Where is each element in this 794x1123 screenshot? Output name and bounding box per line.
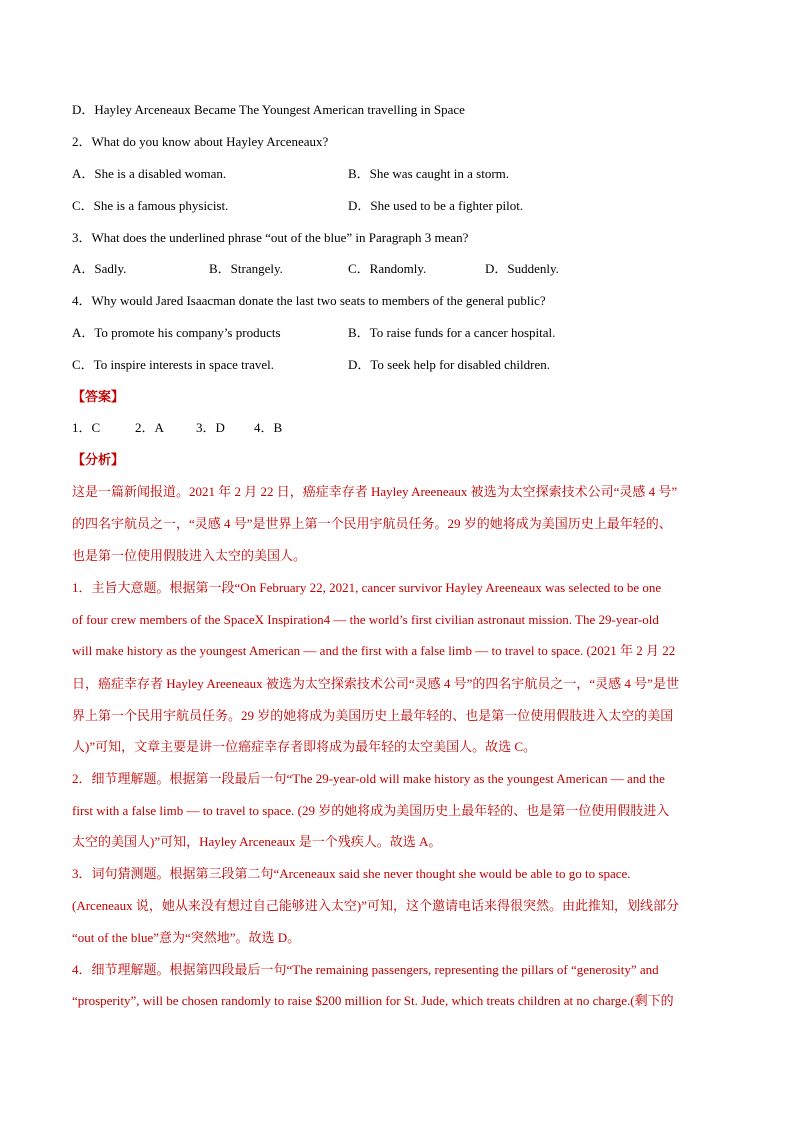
- q3-option-d: D．Suddenly.: [485, 261, 559, 276]
- q4-option-b: B．To raise funds for a cancer hospital.: [348, 325, 556, 340]
- analysis-line: 界上第一个民用宇航员任务。29 岁的她将成为美国历史上最年轻的、也是第一位使用假肢进入太空的美国: [72, 708, 674, 723]
- answer-item: 4．B: [254, 420, 283, 435]
- q2-option-c: C．She is a famous physicist.: [72, 198, 229, 213]
- analysis-line: “out of the blue”意为“突然地”。故选 D。: [72, 930, 301, 945]
- analysis-line: “prosperity”, will be chosen randomly to raise $200 million for St. Jude, which treats children at no charge.(剩下的: [72, 993, 674, 1008]
- q3-option-a: A．Sadly.: [72, 261, 127, 276]
- analysis-line: 4．细节理解题。根据第四段最后一句“The remaining passengers, representing the pillars of “generosity” and: [72, 962, 659, 977]
- q2-option-d: D．She used to be a fighter pilot.: [348, 198, 524, 213]
- q2-option-a: A．She is a disabled woman.: [72, 166, 227, 181]
- q3-option-b: B．Strangely.: [209, 261, 283, 276]
- analysis-line: of four crew members of the SpaceX Inspiration4 — the world’s first civilian astronaut mission. The 29-year-old: [72, 612, 659, 627]
- analysis-line: 日，癌症幸存者 Hayley Areeneaux 被选为太空探索技术公司“灵感 4 号”的四名宇航员之一，“灵感 4 号”是世: [72, 676, 679, 691]
- q4-option-d: D．To seek help for disabled children.: [348, 357, 550, 372]
- q2-stem: 2．What do you know about Hayley Arceneaux?: [72, 134, 329, 149]
- q3-option-c: C．Randomly.: [348, 261, 427, 276]
- q4-stem: 4．Why would Jared Isaacman donate the last two seats to members of the general public?: [72, 293, 546, 308]
- analysis-line: 3．词句猜测题。根据第三段第二句“Arceneaux said she never thought she would be able to go to space.: [72, 866, 631, 881]
- answer-item: 2．A: [135, 420, 164, 435]
- q4-option-c: C．To inspire interests in space travel.: [72, 357, 274, 372]
- analysis-line: 也是第一位使用假肢进入太空的美国人。: [72, 548, 307, 563]
- answer-heading: 【答案】: [72, 389, 125, 404]
- analysis-line: 2．细节理解题。根据第一段最后一句“The 29-year-old will make history as the youngest American — and the: [72, 771, 665, 786]
- q3-stem: 3．What does the underlined phrase “out of the blue” in Paragraph 3 mean?: [72, 230, 469, 245]
- answer-item: 1．C: [72, 420, 101, 435]
- analysis-line: 太空的美国人)”可知，Hayley Arceneaux 是一个残疾人。故选 A。: [72, 834, 442, 849]
- analysis-heading: 【分析】: [72, 452, 125, 467]
- answer-item: 3．D: [196, 420, 225, 435]
- analysis-line: 1．主旨大意题。根据第一段“On February 22, 2021, cancer survivor Hayley Areeneaux was selected to be one: [72, 580, 662, 595]
- analysis-line: 人)”可知，文章主要是讲一位癌症幸存者即将成为最年轻的太空美国人。故选 C。: [72, 739, 537, 754]
- q1-option-d: D．Hayley Arceneaux Became The Youngest American travelling in Space: [72, 102, 465, 117]
- q4-option-a: A．To promote his company’s products: [72, 325, 281, 340]
- analysis-line: (Arceneaux 说，她从来没有想过自己能够进入太空)”可知，这个邀请电话来得很突然。由此推知，划线部分: [72, 898, 679, 913]
- analysis-line: will make history as the youngest American — and the first with a false limb — to travel to space. (2021 年 2 月 22: [72, 643, 676, 658]
- analysis-line: first with a false limb — to travel to space. (29 岁的她将成为美国历史上最年轻的、也是第一位使用假肢进入: [72, 803, 670, 818]
- analysis-line: 的四名宇航员之一，“灵感 4 号”是世界上第一个民用宇航员任务。29 岁的她将成为美国历史上最年轻的、: [72, 516, 672, 531]
- q2-option-b: B．She was caught in a storm.: [348, 166, 510, 181]
- analysis-line: 这是一篇新闻报道。2021 年 2 月 22 日，癌症幸存者 Hayley Areeneaux 被选为太空探索技术公司“灵感 4 号”: [72, 484, 678, 499]
